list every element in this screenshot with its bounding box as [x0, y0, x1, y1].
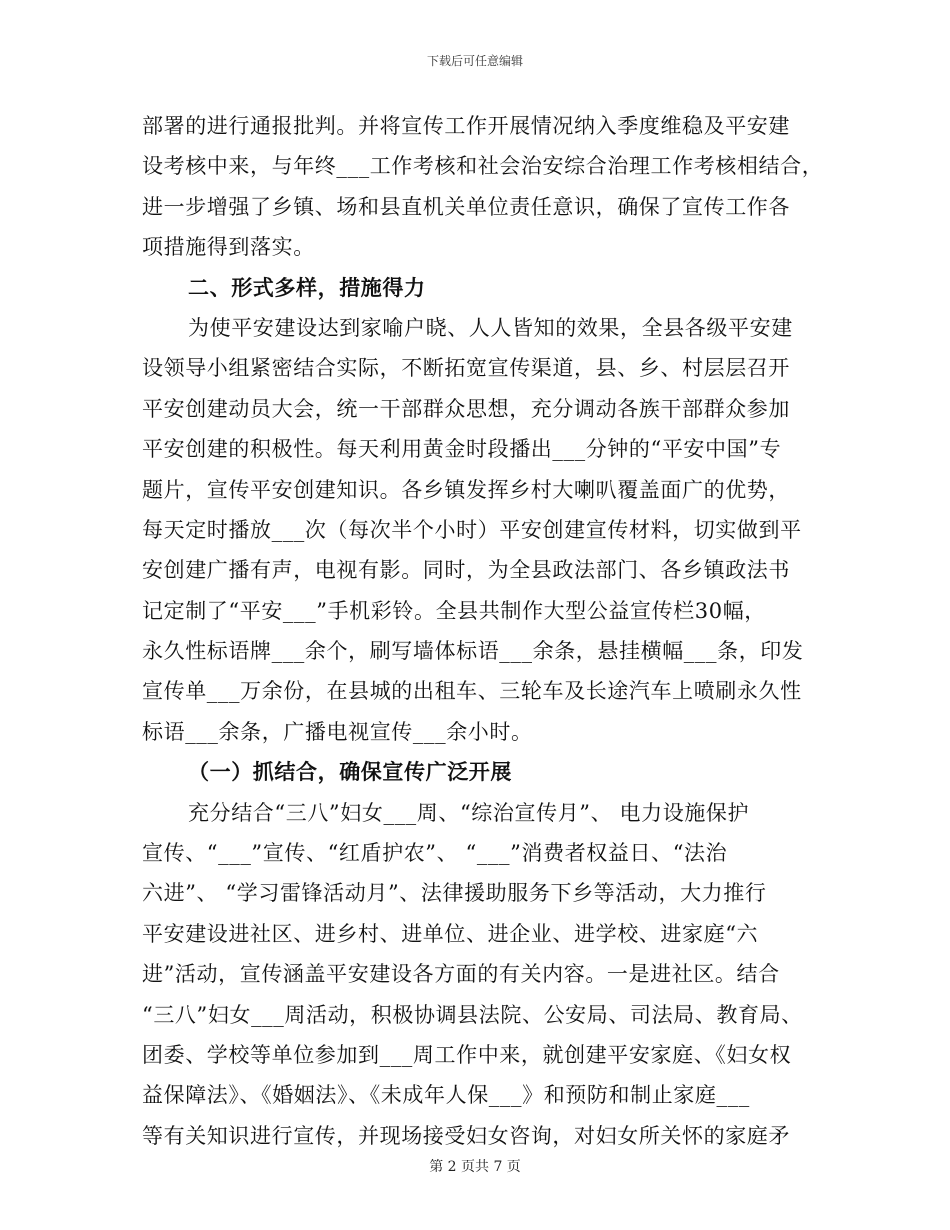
- body-line-6: 为使平安建设达到家喻户晓、人人皆知的效果，全县各级平安建: [188, 315, 793, 340]
- body-line-20: 六进”、 “学习雷锋活动月”、法律援助服务下乡等活动，大力推行: [142, 881, 767, 906]
- body-line-21: 平安建设进社区、进乡村、进单位、进企业、进学校、进家庭“六: [142, 921, 759, 946]
- body-line-12: 安创建广播有声，电视有影。同时，为全县政法部门、各乡镇政法书: [142, 558, 790, 583]
- section-heading-2: 二、形式多样，措施得力: [188, 274, 426, 300]
- body-line-11: 每天定时播放___次（每次半个小时）平安创建宣传材料，切实做到平: [142, 517, 802, 542]
- body-line-10: 题片，宣传平安创建知识。各乡镇发挥乡村大喇叭覆盖面广的优势，: [142, 477, 790, 502]
- body-line-22: 进”活动，宣传涵盖平安建设各方面的有关内容。一是进社区。结合: [142, 962, 780, 987]
- document-body: [142, 106, 824, 1156]
- body-line-19: 宣传、“___”宣传、“红盾护农”、 “___”消费者权益日、“法治: [142, 841, 728, 866]
- body-line-1: 部署的进行通报批判。并将宣传工作开展情况纳入季度维稳及平安建: [142, 114, 790, 138]
- body-line-26: 等有关知识进行宣传，并现场接受妇女咨询，对妇女所关怀的家庭矛: [142, 1123, 790, 1148]
- body-line-8: 平安创建动员大会，统一干部群众思想，充分调动各族干部群众参加: [142, 396, 790, 421]
- body-line-4: 项措施得到落实。: [142, 235, 315, 260]
- body-line-24: 团委、学校等单位参加到___周工作中来，就创建平安家庭、《妇女权: [142, 1042, 792, 1067]
- body-line-14: 永久性标语牌___余个，刷写墙体标语___余条，悬挂横幅___条，印发: [142, 639, 804, 664]
- page-footer: 第 2 页共 7 页: [429, 1159, 521, 1175]
- body-line-3: 进一步增强了乡镇、场和县直机关单位责任意识，确保了宣传工作各: [142, 194, 790, 219]
- body-line-7: 设领导小组紧密结合实际，不断拓宽宣传渠道，县、乡、村层层召开: [142, 356, 790, 381]
- body-line-23: “三八”妇女___周活动，积极协调县法院、公安局、司法局、教育局、: [142, 1002, 803, 1027]
- body-line-13: 记定制了“平安___”手机彩铃。全县共制作大型公益宣传栏30幅，: [142, 598, 766, 623]
- subsection-heading-1: （一）抓结合，确保宣传广泛开展: [188, 759, 512, 785]
- body-line-25: 益保障法》、《婚姻法》、《未成年人保___》和预防和制止家庭___: [142, 1083, 750, 1108]
- body-line-9: 平安创建的积极性。每天利用黄金时段播出___分钟的“平安中国”专: [142, 437, 782, 462]
- body-line-2: 设考核中来，与年终___工作考核和社会治安综合治理工作考核相结合，: [142, 154, 824, 179]
- body-line-16: 标语___余条，广播电视宣传___余小时。: [142, 719, 533, 744]
- page-header: 下载后可任意编辑: [426, 54, 523, 68]
- body-line-15: 宣传单___万余份，在县城的出租车、三轮车及长途汽车上喷刷永久性: [142, 679, 802, 704]
- body-line-18: 充分结合“三八”妇女___周、“综治宣传月”、 电力设施保护: [188, 800, 750, 825]
